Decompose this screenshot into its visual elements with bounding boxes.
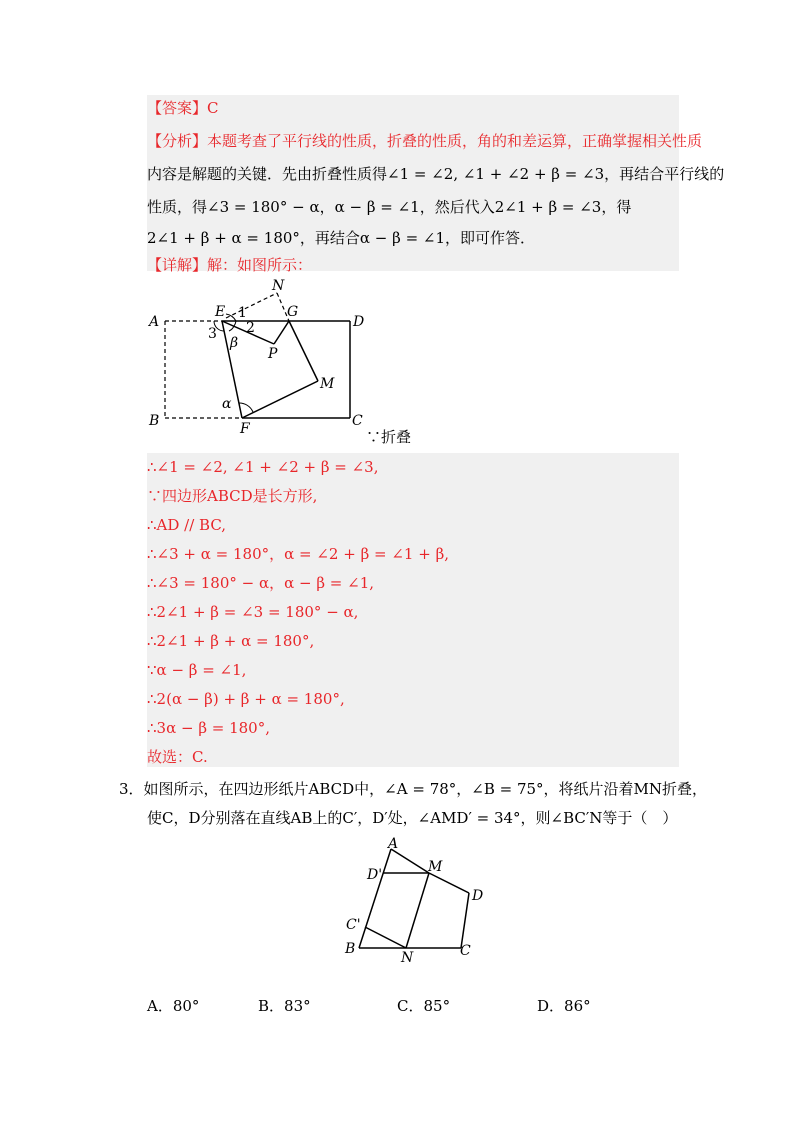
- option-a-label: A．: [147, 997, 173, 1015]
- fig1-label-C: C: [352, 413, 363, 429]
- fig1-label-angle2: 2: [246, 320, 255, 336]
- option-b-value: 83°: [284, 997, 311, 1015]
- fig2-label-A: A: [388, 836, 399, 852]
- analysis-line-1: 【分析】本题考查了平行线的性质，折叠的性质，角的和差运算，正确掌握相关性质: [147, 132, 703, 150]
- option-c-label: C．: [397, 997, 424, 1015]
- option-c[interactable]: [397, 995, 450, 1016]
- step-5: ∴∠3 = 180° − α，α − β = ∠1,: [147, 574, 375, 592]
- fig2-label-B: B: [345, 941, 356, 957]
- analysis-line-4: 2∠1 + β + α = 180°，再结合α − β = ∠1，即可作答．: [147, 229, 536, 247]
- question3-line2: 使C，D分别落在直线AB上的C′，D′处，∠AMD′ = 34°，则∠BC′N等于（ ）: [147, 809, 678, 827]
- option-d-value: 86°: [564, 997, 591, 1015]
- option-b-label: B．: [258, 997, 285, 1015]
- fig1-label-D: D: [353, 314, 365, 330]
- fig1-label-F: F: [240, 421, 250, 436]
- fig1-label-angle1: 1: [238, 305, 247, 321]
- fig1-label-beta: β: [230, 335, 239, 351]
- fig1-label-P: P: [268, 346, 278, 362]
- option-c-value: 85°: [423, 997, 451, 1015]
- step-3: ∴AD // BC,: [147, 516, 227, 534]
- fig1-label-N: N: [272, 278, 285, 294]
- step-11: 故选：C.: [147, 748, 208, 766]
- step-2: ∵四边形ABCD是长方形,: [147, 487, 318, 505]
- option-a[interactable]: [147, 995, 199, 1016]
- fig2-label-D: D: [472, 888, 484, 904]
- fig1-label-alpha: α: [222, 396, 232, 412]
- step-10: ∴3α − β = 180°,: [147, 719, 270, 737]
- fig2-label-N: N: [401, 950, 414, 965]
- fig1-label-M: M: [320, 376, 335, 392]
- fig2-label-Dprime: D': [367, 867, 383, 883]
- step-4: ∴∠3 + α = 180°，α = ∠2 + β = ∠1 + β,: [147, 545, 450, 563]
- fig1-label-angle3: 3: [208, 326, 217, 342]
- step-7: ∴2∠1 + β + α = 180°,: [147, 632, 315, 650]
- step-6: ∴2∠1 + β = ∠3 = 180° − α,: [147, 603, 359, 621]
- step-8: ∵α − β = ∠1,: [147, 661, 247, 679]
- fig1-label-G: G: [287, 304, 299, 320]
- option-d-label: D．: [537, 997, 565, 1015]
- fig1-label-E: E: [215, 304, 226, 320]
- answer-line: 【答案】C: [147, 99, 219, 117]
- analysis-line-3: 性质，得∠3 = 180° − α，α − β = ∠1，然后代入2∠1 + β = ∠3，得: [147, 198, 632, 216]
- analysis-line-2: 内容是解题的关键．先由折叠性质得∠1 = ∠2, ∠1 + ∠2 + β = ∠3，再结合平行线的: [147, 165, 725, 183]
- because-fold-text: ∵折叠: [366, 428, 412, 446]
- fig2-label-M: M: [428, 859, 443, 875]
- option-d[interactable]: [537, 995, 591, 1016]
- detail-heading: 【详解】解：如图所示：: [147, 256, 313, 274]
- fig2-label-C: C: [460, 943, 471, 959]
- figure-folded-rectangle: [145, 278, 385, 436]
- option-b[interactable]: [258, 995, 311, 1016]
- question3-line1: 3．如图所示，在四边形纸片ABCD中，∠A = 78°，∠B = 75°，将纸片沿着MN折叠，: [119, 780, 708, 798]
- step-9: ∴2(α − β) + β + α = 180°,: [147, 690, 345, 708]
- fig1-label-A: A: [149, 314, 160, 330]
- fig1-label-B: B: [149, 413, 160, 429]
- figure-quadrilateral: [340, 835, 490, 965]
- step-1: ∴∠1 = ∠2, ∠1 + ∠2 + β = ∠3,: [147, 458, 379, 476]
- option-a-value: 80°: [172, 997, 200, 1015]
- fig2-label-Cprime: C': [346, 917, 361, 933]
